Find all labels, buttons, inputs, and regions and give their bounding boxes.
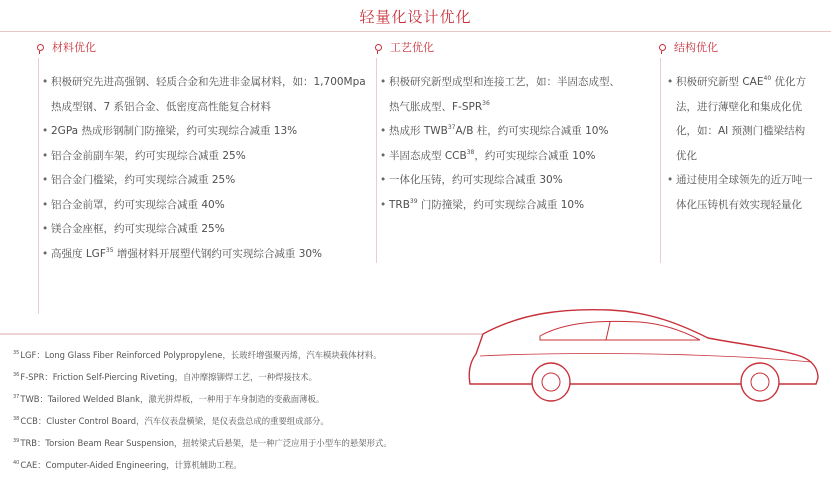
- car-beltline: [480, 354, 812, 362]
- footnote-ref: 38: [466, 148, 475, 156]
- column-material: [37, 38, 375, 260]
- item-list: [667, 70, 813, 217]
- column-divider: [38, 58, 39, 314]
- list-item: • 热成形 TWB$^{37}$A/B 柱，约可实现综合减重 10%: [380, 119, 628, 144]
- page-title: 轻量化设计优化: [359, 8, 472, 26]
- footnote-ref: 35: [105, 246, 114, 254]
- footnote: $^{38}$CCB：Cluster Control Board，汽车仪表盘横梁，是仪表盘总成的重要组成部分。: [13, 416, 329, 427]
- column-header: [659, 38, 819, 56]
- item-list: [42, 70, 372, 266]
- location-pin-icon: [375, 44, 382, 51]
- footnote-ref: 39: [409, 197, 418, 205]
- item-list: [380, 70, 628, 217]
- title-divider: [0, 31, 831, 32]
- list-item: • 一体化压铸，约可实现综合减重 30%: [380, 168, 628, 193]
- list-item: • 积极研究新型 CAE$^{40}$ 优化方法，进行薄壁化和集成化优化，如：AI 预测门槛梁结构优化: [667, 70, 813, 168]
- list-item: • 铝合金门槛梁，约可实现综合减重 25%: [42, 168, 372, 193]
- column-title: 材料优化: [52, 41, 96, 54]
- footnote: $^{37}$TWB：Tailored Welded Blank，激光拼焊板，一种用于车身制造的变截面薄板。: [13, 394, 325, 405]
- column-divider: [660, 58, 661, 263]
- column-header: [37, 38, 375, 56]
- list-item: • 2GPa 热成形钢制门防撞梁，约可实现综合减重 13%: [42, 119, 372, 144]
- column-structure: [659, 38, 819, 211]
- car-window-divider: [606, 322, 610, 340]
- column-process: [375, 38, 645, 211]
- column-title: 工艺优化: [390, 41, 434, 54]
- list-item: • 通过使用全球领先的近万吨一体化压铸机有效实现轻量化: [667, 168, 813, 217]
- front-wheel: [532, 363, 570, 401]
- footnote: $^{39}$TRB：Torsion Beam Rear Suspension，扭转梁式后悬架，是一种广泛应用于小型车的悬架形式。: [13, 438, 392, 449]
- footnote: $^{40}$CAE：Computer-Aided Engineering，计算机辅助工程。: [13, 460, 242, 471]
- list-item: • 半固态成型 CCB$^{38}$，约可实现综合减重 10%: [380, 144, 628, 169]
- location-pin-icon: [37, 44, 44, 51]
- footnotes: [13, 344, 392, 477]
- column-title: 结构优化: [674, 41, 718, 54]
- location-pin-icon: [659, 44, 666, 51]
- list-item: • 积极研究先进高强钢、轻质合金和先进非金属材料，如：1,700Mpa 热成型钢、7 系铝合金、低密度高性能复合材料: [42, 70, 372, 119]
- column-divider: [376, 58, 377, 263]
- list-item: • TRB$^{39}$ 门防撞梁，约可实现综合减重 10%: [380, 193, 628, 218]
- footnote-ref: 37: [447, 124, 456, 131]
- list-item: • 积极研究新型成型和连接工艺，如：半固态成型、热气胀成型、F-SPR$^{36}$: [380, 70, 628, 119]
- list-item: • 铝合金前罩，约可实现综合减重 40%: [42, 193, 372, 218]
- rear-wheel: [741, 363, 779, 401]
- footnote-ref: 40: [763, 75, 772, 82]
- column-header: [375, 38, 645, 56]
- footnote: $^{35}$LGF：Long Glass Fiber Reinforced Polypropylene，长玻纤增强聚丙烯，汽车模块载体材料。: [13, 350, 382, 360]
- list-item: • 镁合金座框，约可实现综合减重 25%: [42, 217, 372, 242]
- list-item: • 高强度 LGF$^{35}$ 增强材料开展塑代钢约可实现综合减重 30%: [42, 242, 372, 267]
- list-item: • 铝合金前副车架，约可实现综合减重 25%: [42, 144, 372, 169]
- footnote-ref: 36: [482, 99, 490, 107]
- footnote: $^{36}$F-SPR：Friction Self-Piercing Riveting，自冲摩擦铆焊工艺，一种焊接技术。: [13, 372, 318, 383]
